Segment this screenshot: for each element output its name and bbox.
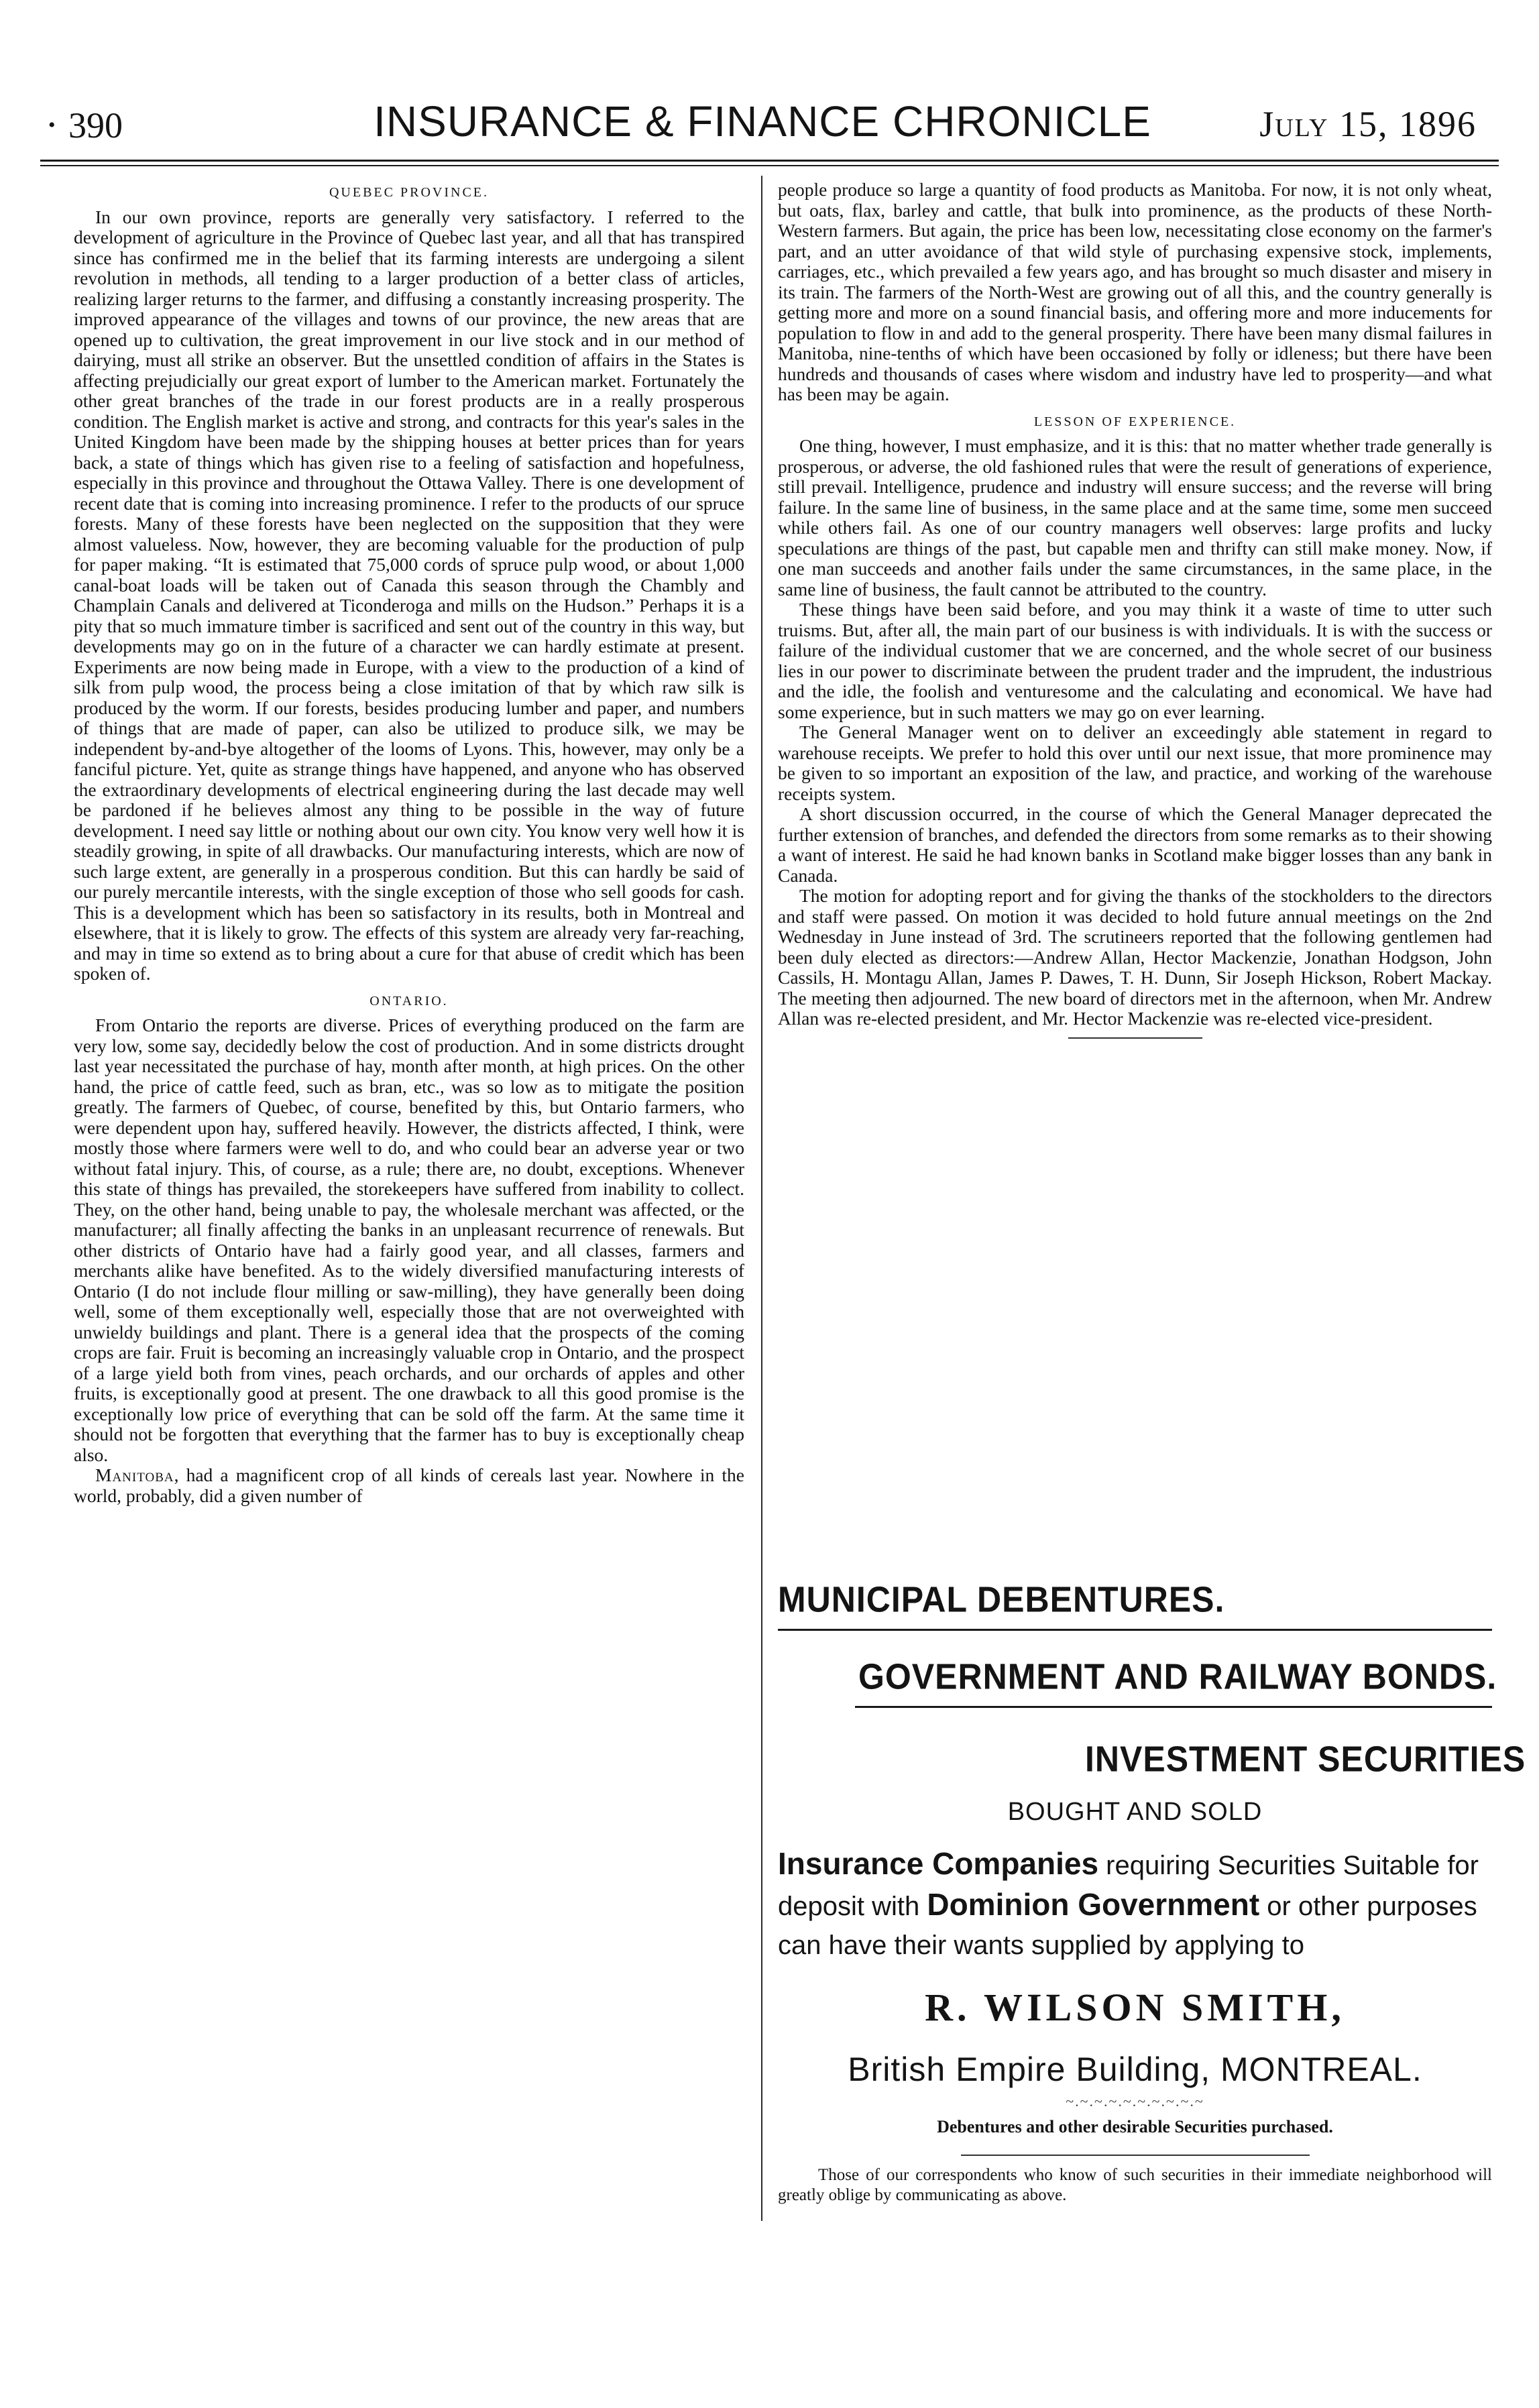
ad-body-part: requiring Securities Suitable for deposit with	[778, 1851, 1479, 1921]
ad-footline: Debentures and other desirable Securities purchased.	[937, 2117, 1333, 2136]
lesson-paragraph-2: These things have been said before, and you may think it a waste of time to utter such truisms. But, after all, the main part of our business is with individuals. It is with the success or failure of the individual customer that we are concerned, and the whole secret of our business lies in our power to discriminate between the prudent trader and the imprudent, the industrious and the idle, the foolish and venturesome and the calculating and economical. We have had some experience, but in such matters we may go on ever learning.	[778, 599, 1492, 722]
manitoba-text: , had a magnificent crop of all kinds of cereals last year. Nowhere in the world, probably, did a given number of	[74, 1465, 744, 1506]
lesson-paragraph-3: The General Manager went on to deliver an exceedingly able statement in regard to warehouse receipts. We prefer to hold this over until our next issue, that more prominence may be given to so important an exposition of the law, and practice, and working of the warehouse receipts system.	[778, 722, 1492, 804]
issue-date: July 15, 1896	[1259, 104, 1477, 144]
article-end-rule	[1068, 1037, 1202, 1039]
manitoba-paragraph	[74, 1465, 744, 1506]
running-head	[48, 94, 1477, 154]
column-divider	[761, 176, 762, 2221]
left-column	[74, 180, 744, 1506]
lesson-paragraph-1: One thing, however, I must emphasize, and it is this: that no matter whether trade generally is prosperous, or adverse, the old fashioned rules that were the result of generations of experience, still prevail. Intelligence, prudence and industry will ensure success; and the reverse will bring failure. In the same line of business, in the same place and at the same time, some men succeed while others fail. As one of our country managers well observes: large profits and lucky speculations are things of the past, but capable men and thrifty can still make money. Now, if one man succeeds and another fails under the same circumstances, in the same place, in the same line of business, the fault cannot be attributed to the country.	[778, 435, 1492, 599]
manitoba-lead: Manitoba	[95, 1465, 174, 1485]
ad-rule	[855, 1706, 1492, 1708]
ad-body-part: Insurance	[778, 1846, 933, 1881]
lesson-paragraph-5: The motion for adopting report and for giving the thanks of the stockholders to the directors and staff were passed. On motion it was decided to hold future annual meetings on the 2nd Wednesday in June instead of 3rd. The scrutineers reported that the following gentlemen had been duly elected as directors:—Andrew Allan, Hector Mackenzie, Jonathan Hodgson, John Cassils, H. Montagu Allan, James P. Dawes, T. H. Dunn, Sir Joseph Hickson, Robert Mackay. The meeting then adjourned. The new board of directors met in the afternoon, when Mr. Andrew Allan was re-elected president, and Mr. Hector Mackenzie was re-elected vice-president.	[778, 885, 1492, 1029]
ad-note: Those of our correspondents who know of such securities in their immediate neighborhood will greatly oblige by communicating as above.	[778, 2166, 1492, 2204]
ad-body-text	[778, 1844, 1492, 1965]
quebec-section-heading: QUEBEC PROVINCE.	[329, 185, 489, 200]
ontario-paragraph: From Ontario the reports are diverse. Prices of everything produced on the farm are very low, some say, decidedly below the cost of production. And in some districts drought last year necessitated the purchase of hay, month after month, at high prices. On the other hand, the price of cattle feed, such as bran, etc., was so low as to mitigate the position greatly. The farmers of Quebec, of course, benefited by this, but Ontario farmers, who were dependent upon hay, suffered heavily. However, the districts affected, I think, were mostly those where farmers were well to do, and who could bear an adverse year or two without fatal injury. This, of course, as a rule; there are, no doubt, exceptions. Whenever this state of things has prevailed, the storekeepers have suffered from inability to collect. They, on the other hand, being unable to pay, the wholesale merchant was affected, or the manufacturer; all finally affecting the banks in an unpleasant recurrence of renewals. But other districts of Ontario have had a fairly good year, and all classes, farmers and merchants alike have benefited. As to the widely diversified manufacturing interests of Ontario (I do not include flour milling or saw-milling), they have generally been doing well, some of them exceptionally well, especially those that are not overweighted with unwieldy buildings and plant. There is a general idea that the prospects of the coming crops are fair. Fruit is becoming an increasingly valuable crop in Ontario, and the prospect of a large yield both from vines, peach orchards, and our orchards of apples and other fruits, is exceptionally good at present. The one drawback to all this good promise is the exceptionally low price of everything that can be sold off the farm. At the same time it should not be forgotten that everything that the farmer has to buy is exceptionally cheap also.	[74, 1015, 744, 1465]
ad-heading-government-bonds: GOVERNMENT AND RAILWAY BONDS.	[858, 1656, 1497, 1697]
header-rule	[40, 160, 1499, 166]
advertiser-address: British Empire Building, MONTREAL.	[848, 2051, 1422, 2088]
ad-subheading: BOUGHT AND SOLD	[1007, 1798, 1263, 1826]
advertisement	[778, 1579, 1526, 2205]
ad-body-part: Dominion Government	[927, 1887, 1260, 1922]
ad-body-part: or other purposes can have their wants supplied by applying to	[778, 1892, 1477, 1960]
quebec-paragraph: In our own province, reports are generally very satisfactory. I referred to the development of agriculture in the Province of Quebec last year, and all that has transpired since has confirmed me in the belief that its farming interests are undergoing a silent revolution in methods, all tending to a larger production of a better class of articles, realizing larger returns to the farmer, and diffusing a constantly increasing prosperity. The improved appearance of the villages and towns of our province, the new areas that are opened up to cultivation, the great improvement in our live stock and in our method of dairying, must all strike an observer. But the unsettled condition of affairs in the States is affecting prejudicially our great export of lumber to the American market. Fortunately the other great branches of the trade in our forest products are in a really prosperous condition. The English market is active and strong, and contracts for this year's sales in the United Kingdom have been made by the shipping houses at better prices than for years back, a state of things which has given rise to a feeling of satisfaction and hopefulness, especially in this province and throughout the Ottawa Valley. There is one development of recent date that is coming into increasing prominence. I refer to the products of our spruce forests. Many of these forests have been neglected on the supposition that they were almost valueless. Now, however, they are becoming valuable for the production of pulp for paper making. “It is estimated that 75,000 cords of spruce pulp wood, or about 1,000 canal-boat loads will be taken out of Canada this season through the Chambly and Champlain Canals and delivered at Ticonderoga and mills on the Hudson.” Perhaps it is a pity that so much immature timber is sacrificed and sent out of the country in this way, but developments may go on in the future of a character we can hardly estimate at present. Experiments are now being made in Europe, with a view to the production of a kind of silk from pulp wood, the process being a close imitation of that by which raw silk is produced by the worm. If our forests, besides producing lumber and paper, and numbers of things that are made of paper, can also be utilized to produce silk, we may be independent by-and-bye altogether of the looms of Lyons. This, however, may only be a fanciful picture. Yet, quite as strange things have happened, and anyone who has observed the extraordinary developments of electrical engineering during the last decade may well be pardoned if he believes almost any thing to be possible in the way of future development. I need say little or nothing about our own city. You know very well how it is steadily growing, in spite of all drawbacks. Our manufacturing interests, which are now of such large extent, are generally in a prosperous condition. But this can hardly be said of our purely mercantile interests, with the single exception of those who sell goods for cash. This is a development which has been so satisfactory in its results, both in Montreal and elsewhere, that it is likely to grow. The effects of this system are already very far-reaching, and may in time so extend as to bring about a cure for that abuse of credit which has been spoken of.	[74, 206, 744, 984]
ad-heading-investment-securities: INVESTMENT SECURITIES	[1085, 1738, 1526, 1780]
ad-heading-municipal-debentures: MUNICIPAL DEBENTURES.	[778, 1579, 1225, 1620]
ontario-section-heading: ONTARIO.	[369, 993, 449, 1009]
lesson-section-heading: LESSON OF EXPERIENCE.	[1033, 414, 1237, 429]
masthead-title: INSURANCE & FINANCE CHRONICLE	[374, 97, 1151, 146]
ad-body-part: Companies	[932, 1846, 1099, 1881]
manitoba-continued-paragraph: people produce so large a quantity of food products as Manitoba. For now, it is not only wheat, but oats, flax, barley and cattle, that bulk into prominence, as the products of these North-Western farmers. But again, the price has been low, necessitating close economy on the farmer's part, and an utter avoidance of that wild style of purchasing expensive stock, implements, carriages, etc., which prevailed a few years ago, and has brought so much disaster and misery in its train. The farmers of the North-West are growing out of all this, and the country generally is getting more and more on a sound financial basis, and offering more and more inducements for population to flow in and add to the general prosperity. There have been many dismal failures in Manitoba, nine-tenths of which have been occasioned by folly or idleness; but there have been hundreds and thousands of cases where wisdom and industry have led to prosperity—and what has been may be again.	[778, 179, 1492, 404]
advertiser-name: R. WILSON SMITH,	[925, 1986, 1345, 2029]
page-number: 390	[68, 105, 123, 146]
margin-bullet: •	[48, 114, 56, 136]
ad-rule	[961, 2155, 1310, 2156]
ad-flourish: ~.~.~.~.~.~.~.~.~.~	[1066, 2093, 1204, 2110]
right-column	[778, 180, 1492, 1051]
lesson-paragraph-4: A short discussion occurred, in the course of which the General Manager deprecated the further extension of branches, and defended the directors from some remarks as to their showing a want of interest. He said he had known banks in Scotland make bigger losses than any bank in Canada.	[778, 803, 1492, 886]
ad-rule	[778, 1629, 1492, 1631]
